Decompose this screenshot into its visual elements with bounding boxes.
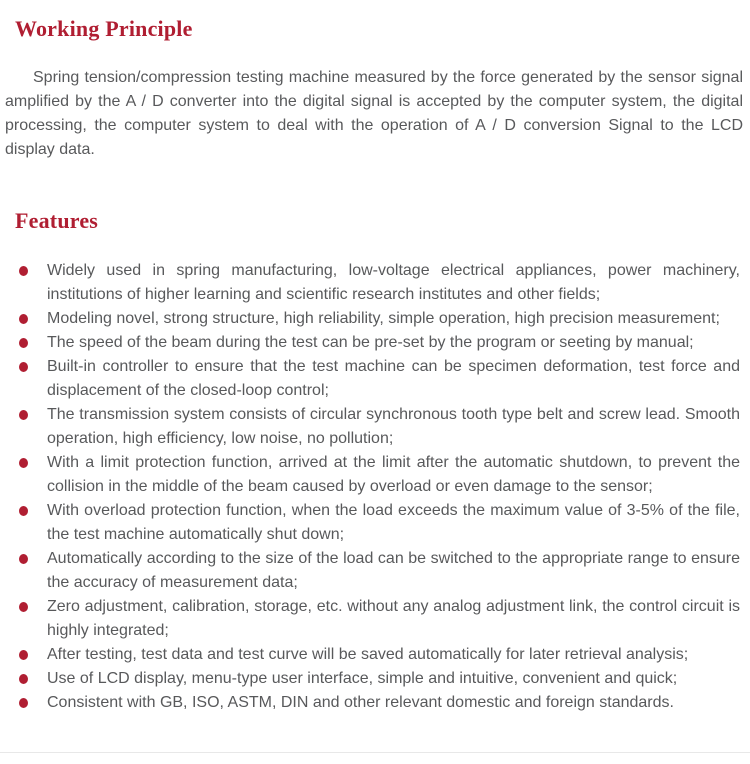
working-principle-heading: Working Principle (15, 16, 193, 41)
list-item (47, 403, 740, 451)
bullet-dot-icon (19, 458, 28, 468)
list-item (47, 691, 740, 715)
bullet-dot-icon (19, 554, 28, 564)
bullet-dot-icon (19, 650, 28, 660)
list-item (47, 595, 740, 643)
list-item (47, 643, 740, 667)
bullet-dot-icon (19, 410, 28, 420)
bottom-divider (0, 752, 750, 753)
list-item (47, 307, 740, 331)
list-item (47, 667, 740, 691)
list-item-text: Modeling novel, strong structure, high reliability, simple operation, high precision measurement; (47, 310, 720, 327)
bullet-dot-icon (19, 506, 28, 516)
list-item-text: The transmission system consists of circular synchronous tooth type belt and screw lead. Smooth operation, high efficiency, low noise, no pollution; (47, 406, 740, 447)
list-item (47, 499, 740, 547)
list-item-text: Widely used in spring manufacturing, low-voltage electrical appliances, power machinery, institutions of higher learning and scientific research institutes and other fields; (47, 262, 740, 303)
bullet-dot-icon (19, 674, 28, 684)
features-section (0, 206, 750, 715)
list-item (47, 451, 740, 499)
bullet-dot-icon (19, 698, 28, 708)
list-item-text: With a limit protection function, arrived at the limit after the automatic shutdown, to prevent the collision in the middle of the beam caused by overload or even damage to the sensor; (47, 454, 740, 495)
list-item-text: Use of LCD display, menu-type user interface, simple and intuitive, convenient and quick; (47, 670, 678, 687)
list-item-text: Zero adjustment, calibration, storage, etc. without any analog adjustment link, the control circuit is highly integrated; (47, 598, 740, 639)
features-list (0, 259, 750, 715)
list-item (47, 547, 740, 595)
list-item-text: Built-in controller to ensure that the test machine can be specimen deformation, test force and displacement of the closed-loop control; (47, 358, 740, 399)
working-principle-paragraph: Spring tension/compression testing machine measured by the force generated by the sensor signal amplified by the A / D converter into the digital signal is accepted by the computer system, the digital processing, the computer system to deal with the operation of A / D conversion Signal to the LCD display data. (5, 69, 743, 158)
list-item-text: The speed of the beam during the test can be pre-set by the program or seeting by manual; (47, 334, 694, 351)
list-item (47, 259, 740, 307)
list-item-text: Consistent with GB, ISO, ASTM, DIN and other relevant domestic and foreign standards. (47, 694, 674, 711)
bullet-dot-icon (19, 602, 28, 612)
list-item (47, 355, 740, 403)
list-item-text: After testing, test data and test curve will be saved automatically for later retrieval analysis; (47, 646, 689, 663)
bullet-dot-icon (19, 338, 28, 348)
list-item-text: With overload protection function, when the load exceeds the maximum value of 3-5% of the file, the test machine automatically shut down; (47, 502, 740, 543)
bullet-dot-icon (19, 266, 28, 276)
list-item-text: Automatically according to the size of the load can be switched to the appropriate range to ensure the accuracy of measurement data; (47, 550, 740, 591)
list-item (47, 331, 740, 355)
working-principle-section (0, 14, 750, 162)
features-heading: Features (15, 208, 99, 233)
bullet-dot-icon (19, 314, 28, 324)
bullet-dot-icon (19, 362, 28, 372)
